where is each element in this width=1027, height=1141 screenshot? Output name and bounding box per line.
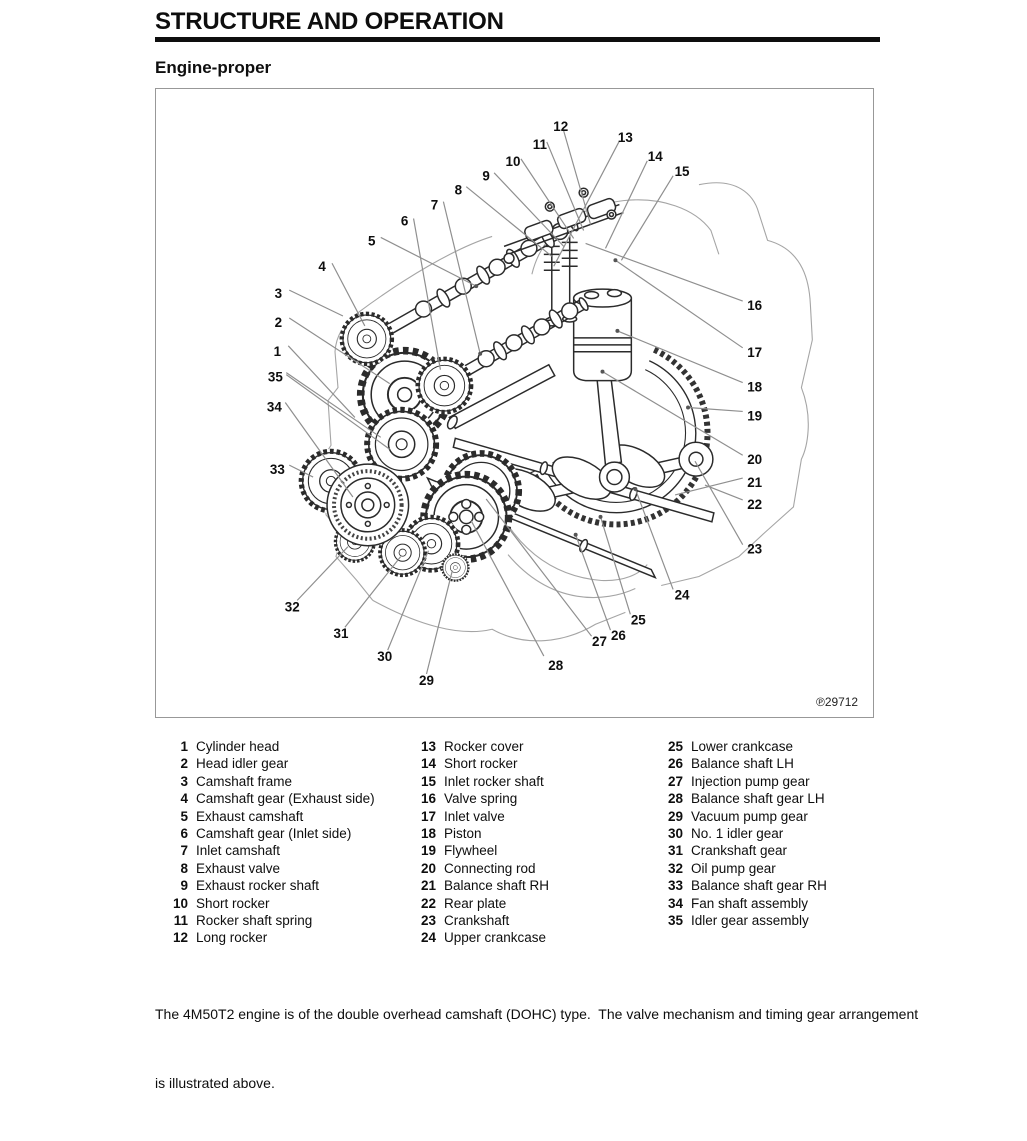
part-name: Rear plate — [444, 895, 507, 911]
callout-26: 26 — [610, 628, 626, 644]
parts-list-item — [160, 773, 405, 790]
part-name: Camshaft gear (Inlet side) — [196, 826, 352, 842]
part-number: 10 — [172, 895, 188, 911]
parts-list-item — [408, 895, 653, 912]
parts-list-item — [655, 790, 905, 807]
callout-4: 4 — [318, 259, 326, 275]
part-name: Camshaft gear (Exhaust side) — [196, 791, 375, 807]
part-name: Balance shaft LH — [691, 756, 794, 772]
camshaft-gear-exhaust-art — [340, 312, 394, 366]
parts-list-item — [655, 825, 905, 842]
callout-31: 31 — [333, 626, 349, 642]
parts-list-item — [655, 860, 905, 877]
parts-list-item — [160, 808, 405, 825]
parts-list-item — [408, 773, 653, 790]
part-number: 35 — [667, 913, 683, 929]
callout-15: 15 — [674, 163, 690, 179]
part-number: 29 — [667, 808, 683, 824]
callout-24: 24 — [674, 587, 690, 603]
caption-line-2: is illustrated above. — [155, 1075, 275, 1091]
parts-list-item — [408, 929, 653, 946]
engine-diagram — [156, 89, 872, 716]
part-name: Long rocker — [196, 930, 268, 946]
part-number: 15 — [420, 773, 436, 789]
part-name: Balance shaft RH — [444, 878, 550, 894]
parts-list-column-1 — [160, 738, 405, 947]
parts-list-item — [408, 860, 653, 877]
callout-10: 10 — [505, 153, 521, 169]
callout-21: 21 — [747, 475, 763, 491]
part-number: 34 — [667, 895, 683, 911]
callout-20: 20 — [747, 452, 763, 468]
page-title: STRUCTURE AND OPERATION — [155, 8, 504, 35]
part-number: 14 — [420, 756, 436, 772]
part-number: 3 — [180, 773, 188, 789]
callout-35: 35 — [267, 369, 283, 385]
callout-34: 34 — [266, 399, 282, 415]
callout-30: 30 — [377, 649, 393, 665]
part-name: Balance shaft gear LH — [691, 791, 825, 807]
callout-25: 25 — [630, 612, 646, 628]
part-name: Upper crankcase — [444, 930, 547, 946]
callout-27: 27 — [592, 634, 607, 650]
parts-list-item — [655, 912, 905, 929]
parts-list-item — [408, 912, 653, 929]
part-number: 11 — [173, 913, 188, 929]
part-number: 7 — [180, 843, 188, 859]
figure-caption — [155, 957, 1027, 1141]
part-name: Exhaust valve — [196, 860, 281, 876]
callout-29: 29 — [419, 672, 434, 688]
callout-12: 12 — [553, 119, 569, 135]
part-name: No. 1 idler gear — [691, 826, 784, 842]
part-number: 24 — [420, 930, 436, 946]
callout-3: 3 — [274, 286, 283, 302]
parts-list-item — [408, 755, 653, 772]
part-name: Vacuum pump gear — [691, 808, 808, 824]
callout-14: 14 — [647, 148, 663, 164]
part-name: Inlet camshaft — [196, 843, 281, 859]
callout-1: 1 — [273, 343, 282, 359]
callout-13: 13 — [617, 129, 633, 145]
part-name: Inlet valve — [444, 808, 505, 824]
part-number: 33 — [667, 878, 683, 894]
part-name: Crankshaft gear — [691, 843, 788, 859]
fan-shaft-assembly-art — [327, 464, 409, 546]
part-number: 18 — [420, 826, 436, 842]
callout-7: 7 — [430, 197, 439, 213]
part-name: Inlet rocker shaft — [444, 773, 544, 789]
parts-list-item — [655, 877, 905, 894]
parts-list-item — [160, 755, 405, 772]
part-number: 19 — [420, 843, 436, 859]
parts-list-item — [160, 895, 405, 912]
part-number: 13 — [420, 739, 436, 754]
parts-list-item — [160, 860, 405, 877]
part-number: 4 — [180, 791, 188, 807]
vacuum-pump-gear-art — [441, 553, 469, 581]
callout-2: 2 — [274, 314, 283, 330]
parts-list-item — [655, 773, 905, 790]
part-number: 30 — [667, 826, 683, 842]
parts-list-column-2 — [408, 738, 653, 947]
parts-list-item — [408, 790, 653, 807]
callout-16: 16 — [747, 298, 763, 314]
part-name: Balance shaft gear RH — [691, 878, 827, 894]
part-number: 23 — [420, 913, 436, 929]
part-name: Injection pump gear — [691, 773, 810, 789]
part-name: Exhaust rocker shaft — [196, 878, 320, 894]
part-name: Short rocker — [444, 756, 518, 772]
callout-22: 22 — [747, 496, 763, 512]
part-number: 20 — [420, 860, 436, 876]
part-number: 2 — [180, 756, 188, 772]
callout-28: 28 — [548, 658, 564, 674]
part-name: Short rocker — [196, 895, 270, 911]
callout-6: 6 — [400, 213, 409, 229]
part-name: Oil pump gear — [691, 860, 776, 876]
part-number: 1 — [180, 739, 188, 754]
parts-list-item — [408, 877, 653, 894]
callout-32: 32 — [284, 599, 300, 615]
title-rule — [155, 37, 880, 42]
camshaft-gear-inlet-art — [416, 357, 473, 414]
part-name: Exhaust camshaft — [196, 808, 304, 824]
part-name: Cylinder head — [196, 739, 280, 754]
callout-19: 19 — [747, 408, 763, 424]
part-number: 25 — [667, 739, 683, 754]
part-name: Piston — [444, 826, 482, 842]
part-number: 8 — [180, 860, 188, 876]
part-name: Lower crankcase — [691, 739, 794, 754]
section-heading: Engine-proper — [155, 58, 272, 77]
parts-list-item — [160, 929, 405, 946]
part-number: 16 — [420, 791, 436, 807]
engine-figure — [155, 88, 874, 718]
parts-list-item — [655, 755, 905, 772]
callout-23: 23 — [747, 541, 763, 557]
callout-18: 18 — [747, 379, 763, 395]
parts-list-item — [160, 738, 405, 755]
callout-11: 11 — [532, 136, 547, 152]
part-number: 6 — [180, 826, 188, 842]
part-name: Idler gear assembly — [691, 913, 809, 929]
part-number: 22 — [420, 895, 436, 911]
part-number: 26 — [667, 756, 683, 772]
figure-code: ℗29712 — [816, 694, 859, 709]
part-name: Fan shaft assembly — [691, 895, 809, 911]
part-name: Rocker shaft spring — [196, 913, 313, 929]
parts-list-item — [160, 825, 405, 842]
callout-33: 33 — [269, 462, 285, 478]
parts-list-item — [408, 825, 653, 842]
part-name: Rocker cover — [444, 739, 524, 754]
part-name: Flywheel — [444, 843, 498, 859]
part-number: 21 — [420, 878, 436, 894]
callout-5: 5 — [368, 233, 376, 249]
parts-list-item — [655, 808, 905, 825]
connecting-rod-art — [597, 374, 630, 492]
part-number: 12 — [172, 930, 188, 946]
parts-list-item — [160, 842, 405, 859]
part-number: 9 — [180, 878, 188, 894]
parts-list-item — [160, 877, 405, 894]
parts-list-item — [160, 790, 405, 807]
part-number: 17 — [420, 808, 436, 824]
parts-list-item — [408, 738, 653, 755]
parts-list-item — [160, 912, 405, 929]
parts-list-column-3 — [655, 738, 905, 929]
parts-list-item — [408, 842, 653, 859]
part-number: 31 — [667, 843, 683, 859]
part-name: Valve spring — [444, 791, 518, 807]
part-number: 27 — [667, 773, 683, 789]
callout-17: 17 — [747, 344, 763, 360]
part-name: Connecting rod — [444, 860, 536, 876]
part-number: 32 — [667, 860, 683, 876]
part-name: Crankshaft — [444, 913, 510, 929]
part-name: Camshaft frame — [196, 773, 293, 789]
parts-list-item — [408, 808, 653, 825]
parts-list-item — [655, 842, 905, 859]
part-number: 5 — [180, 808, 188, 824]
part-number: 28 — [667, 791, 683, 807]
callout-9: 9 — [482, 168, 490, 184]
caption-line-1: The 4M50T2 engine is of the double overhead camshaft (DOHC) type. The valve mechanism and timing gear arrangement — [155, 1006, 919, 1022]
parts-list-item — [655, 738, 905, 755]
parts-list-item — [655, 895, 905, 912]
callout-8: 8 — [454, 182, 463, 198]
part-name: Head idler gear — [196, 756, 289, 772]
